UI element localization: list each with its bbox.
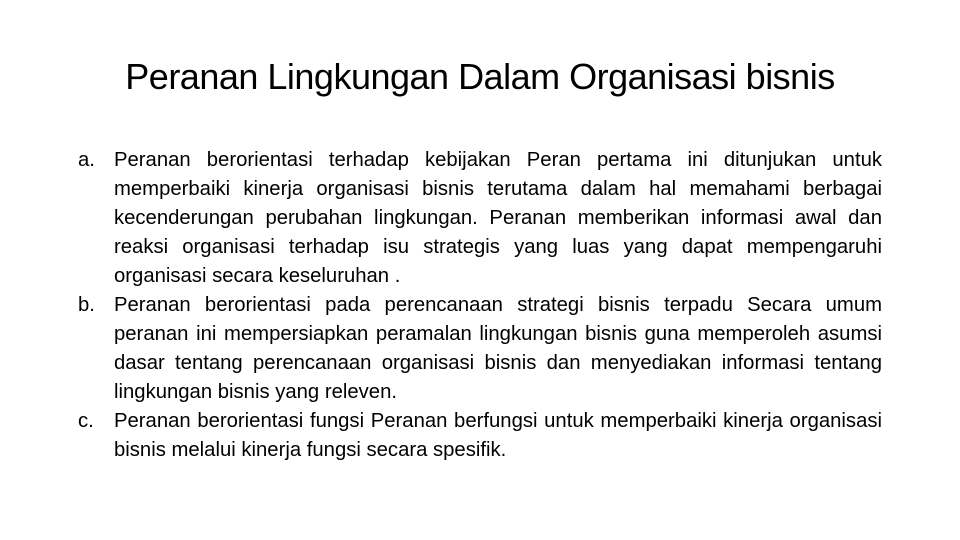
content-list (78, 146, 882, 465)
list-item (78, 407, 882, 465)
list-item-text: Peranan berorientasi terhadap kebijakan Peran pertama ini ditunjukan untuk memperbaiki kinerja organisasi bisnis terutama dalam hal memahami berbagai kecenderungan perubahan lingkungan. Peranan memberikan informasi awal dan reaksi organisasi terhadap isu strategis yang luas yang dapat mempengaruhi organisasi secara keseluruhan . (114, 149, 882, 287)
list-marker: b. (78, 294, 95, 316)
list-item-text: Peranan berorientasi fungsi Peranan berfungsi untuk memperbaiki kinerja organisasi bisnis melalui kinerja fungsi secara spesifik. (114, 410, 882, 461)
list-item (78, 146, 882, 291)
list-marker: a. (78, 149, 95, 171)
slide-title: Peranan Lingkungan Dalam Organisasi bisnis (125, 56, 835, 97)
list-marker: c. (78, 410, 94, 432)
list-item-text: Peranan berorientasi pada perencanaan strategi bisnis terpadu Secara umum peranan ini mempersiapkan peramalan lingkungan bisnis guna memperoleh asumsi dasar tentang perencanaan organisasi bisnis dan menyediakan informasi tentang lingkungan bisnis yang releven. (114, 294, 882, 403)
list-item (78, 291, 882, 407)
